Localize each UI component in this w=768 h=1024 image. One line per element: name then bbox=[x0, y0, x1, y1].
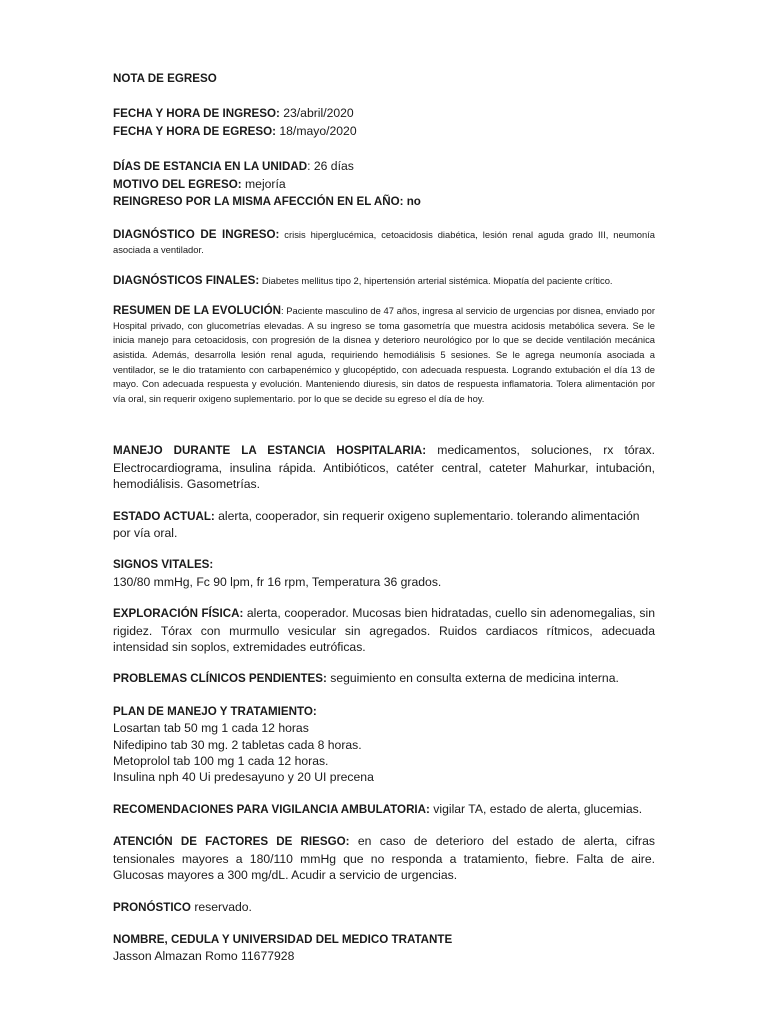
motivo-egreso-label: MOTIVO DEL EGRESO: bbox=[113, 177, 242, 191]
signos-vitales-label: SIGNOS VITALES: bbox=[113, 558, 214, 572]
diagnostico-ingreso-value: crisis hiperglucémica, cetoacidosis diabética, lesión renal aguda grado III, neumonía asociada a ventilador. bbox=[113, 229, 655, 256]
manejo-estancia-value: medicamentos, soluciones, rx tórax. Electrocardiograma, insulina rápida. Antibióticos, catéter central, cateter Mahurkar, intubación, hemodiálisis. Gasometrías. bbox=[113, 443, 655, 492]
motivo-egreso-value: mejoría bbox=[241, 176, 286, 191]
plan-manejo-label-line bbox=[113, 703, 655, 720]
plan-item bbox=[113, 769, 655, 785]
problemas-pendientes-value: seguimiento en consulta externa de medicina interna. bbox=[326, 671, 619, 686]
dias-estancia-value: : 26 días bbox=[307, 159, 354, 174]
diagnostico-ingreso-label: DIAGNÓSTICO DE INGRESO: bbox=[113, 228, 280, 242]
motivo-egreso bbox=[113, 176, 655, 193]
plan-item-text: Insulina nph 40 Ui predesayuno y 20 UI precena bbox=[113, 770, 374, 785]
plan-item bbox=[113, 737, 655, 753]
plan-item bbox=[113, 753, 655, 769]
estado-actual bbox=[113, 508, 655, 542]
exploracion-fisica-label: EXPLORACIÓN FÍSICA: bbox=[113, 607, 244, 621]
medico-tratante-label-line bbox=[113, 931, 655, 948]
factores-riesgo-label: ATENCIÓN DE FACTORES DE RIESGO: bbox=[113, 835, 350, 849]
resumen-evolucion-value: : Paciente masculino de 47 años, ingresa al servicio de urgencias por disnea, enviado por Hospital privado, con glucometrías elevadas. A su ingreso se toma gasometría que muestra acidosis metabólica severa. Se le inicia manejo para cetoacidosis, con progresión de la disnea y deterioro neurológico por lo que se decide ventilación mecánica asistida. Además, desarrolla lesión renal aguda, requiriendo hemodiálisis 5 sesiones. Se le agrega neumonía asociada a ventilador, se le dio tratamiento con carbapenémico y glucopéptido, con adecuada respuesta. Logrando extubación el día 13 de mayo. Con adecuada respuesta y evolución. Manteniendo diuresis, sin datos de respuesta inflamatoria. Tolera alimentación por vía oral, sin requerir oxigeno suplementario. por lo que se decide su egreso el día de hoy. bbox=[113, 305, 655, 404]
pronostico-value: reservado. bbox=[190, 899, 252, 914]
diagnosticos-finales-label: DIAGNÓSTICOS FINALES: bbox=[113, 273, 260, 287]
factores-riesgo bbox=[113, 833, 655, 883]
reingreso-label: REINGRESO POR LA MISMA AFECCIÓN EN EL AÑO: bbox=[113, 195, 404, 209]
recomendaciones-value: vigilar TA, estado de alerta, glucemias. bbox=[429, 801, 643, 816]
plan-item-text: Metoprolol tab 100 mg 1 cada 12 horas. bbox=[113, 754, 329, 769]
fecha-egreso-label: FECHA Y HORA DE EGRESO: bbox=[113, 124, 276, 138]
diagnostico-ingreso bbox=[113, 228, 655, 257]
problemas-pendientes bbox=[113, 670, 655, 687]
pronostico-label: PRONÓSTICO bbox=[113, 900, 191, 914]
signos-vitales-value-line bbox=[113, 574, 655, 590]
plan-item-text: Nifedipino tab 30 mg. 2 tabletas cada 8 horas. bbox=[113, 737, 362, 752]
estado-actual-label: ESTADO ACTUAL: bbox=[113, 509, 215, 523]
reingreso-value: no bbox=[403, 195, 421, 209]
medico-tratante-value: Jasson Almazan Romo 11677928 bbox=[113, 949, 295, 964]
resumen-evolucion-label: RESUMEN DE LA EVOLUCIÓN bbox=[113, 304, 281, 318]
factores-riesgo-value: en caso de deterioro del estado de alerta, cifras tensionales mayores a 180/110 mmHg que no responda a tratamiento, fiebre. Falta de aire. Glucosas mayores a 300 mg/dL. Acudir a servicio de urgencias. bbox=[113, 834, 655, 883]
estado-actual-value: alerta, cooperador, sin requerir oxigeno suplementario. tolerando alimentación por vía oral. bbox=[113, 508, 640, 540]
medico-tratante-value-line bbox=[113, 948, 655, 964]
exploracion-fisica bbox=[113, 605, 655, 655]
dias-estancia bbox=[113, 158, 655, 175]
fecha-ingreso bbox=[113, 105, 655, 122]
manejo-estancia bbox=[113, 442, 655, 492]
title-text: NOTA DE EGRESO bbox=[113, 72, 217, 85]
resumen-evolucion bbox=[113, 304, 655, 406]
fecha-ingreso-label: FECHA Y HORA DE INGRESO: bbox=[113, 107, 280, 121]
diagnosticos-finales bbox=[113, 274, 655, 289]
diagnosticos-finales-value: Diabetes mellitus tipo 2, hipertensión arterial sistémica. Miopatía del paciente crítico. bbox=[259, 274, 613, 286]
recomendaciones-label: RECOMENDACIONES PARA VIGILANCIA AMBULATORIA: bbox=[113, 802, 430, 816]
dias-estancia-label: DÍAS DE ESTANCIA EN LA UNIDAD bbox=[113, 160, 308, 174]
plan-manejo-label: PLAN DE MANEJO Y TRATAMIENTO: bbox=[113, 704, 317, 718]
signos-vitales-label-line bbox=[113, 556, 655, 573]
recomendaciones bbox=[113, 801, 655, 818]
fecha-ingreso-value: 23/abril/2020 bbox=[279, 106, 354, 121]
fecha-egreso bbox=[113, 123, 655, 140]
exploracion-fisica-value: alerta, cooperador. Mucosas bien hidratadas, cuello sin adenomegalias, sin rigidez. Tórax con murmullo vesicular sin agregados. Ruidos cardiacos rítmicos, adecuada intensidad sin soplos, extremidades eutróficas. bbox=[113, 606, 655, 655]
signos-vitales-value: 130/80 mmHg, Fc 90 lpm, fr 16 rpm, Temperatura 36 grados. bbox=[113, 574, 442, 589]
reingreso bbox=[113, 193, 655, 210]
pronostico bbox=[113, 899, 655, 916]
document-title bbox=[113, 70, 655, 87]
plan-item bbox=[113, 720, 655, 736]
medico-tratante-label: NOMBRE, CEDULA Y UNIVERSIDAD DEL MEDICO TRATANTE bbox=[113, 932, 453, 946]
fecha-egreso-value: 18/mayo/2020 bbox=[275, 123, 357, 138]
plan-item-text: Losartan tab 50 mg 1 cada 12 horas bbox=[113, 721, 309, 736]
problemas-pendientes-label: PROBLEMAS CLÍNICOS PENDIENTES: bbox=[113, 672, 327, 686]
manejo-estancia-label: MANEJO DURANTE LA ESTANCIA HOSPITALARIA: bbox=[113, 444, 427, 458]
